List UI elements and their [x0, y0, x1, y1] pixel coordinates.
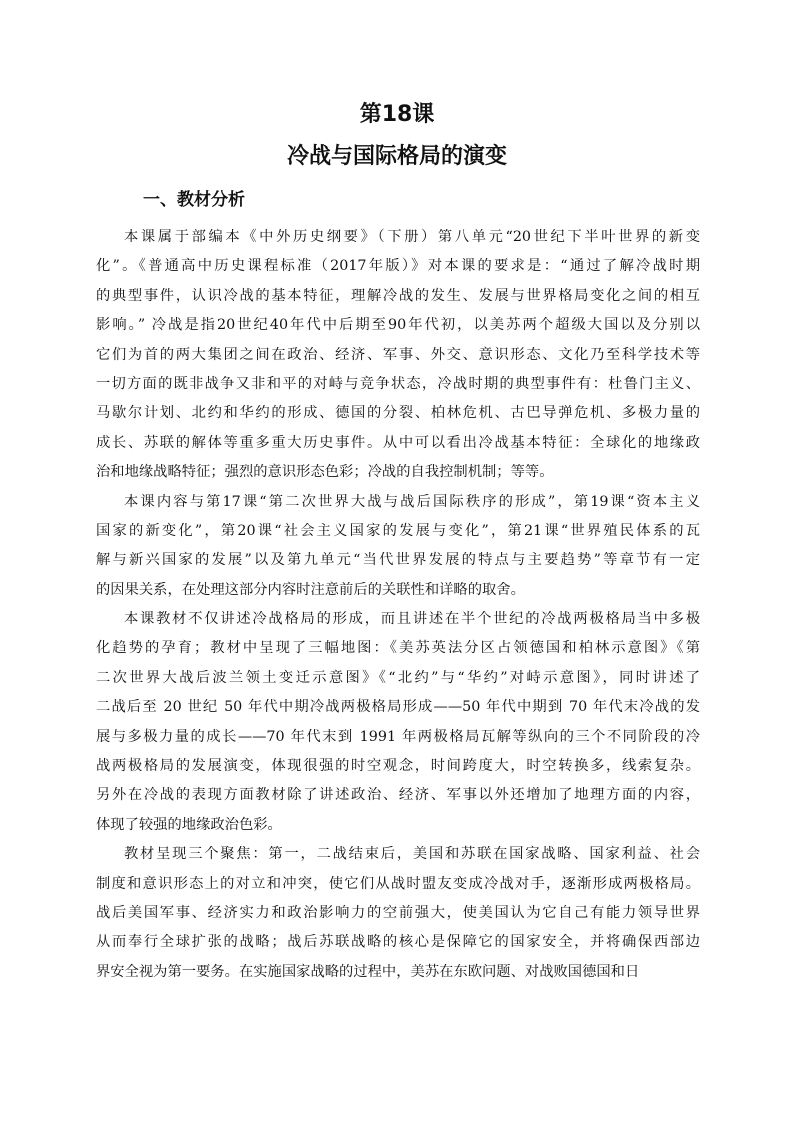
paragraph-line: 国家的新变化”，第20课“社会主义国家的发展与变化”，第21课“世界殖民体系的瓦: [96, 522, 700, 539]
paragraph-line: 的典型事件，认识冷战的基本特征，理解冷战的发生、发展与世界格局变化之间的相互: [96, 287, 700, 304]
paragraph: [96, 840, 700, 987]
body-text: [96, 223, 700, 987]
lesson-title: 冷战与国际格局的演变: [286, 144, 507, 169]
paragraph: [96, 488, 700, 606]
paragraph-line: 体现了较强的地缘政治色彩。: [96, 816, 282, 833]
section-heading: 一、教材分析: [143, 190, 245, 210]
paragraph: [96, 605, 700, 840]
paragraph-line: 教材呈现三个聚焦：第一，二战结束后，美国和苏联在国家战略、国家利益、社会: [124, 846, 700, 863]
paragraph-line: 战两极格局的发展演变，体现很强的时空观念，时间跨度大，时空转换多，线索复杂。: [96, 758, 700, 775]
paragraph-line: 成长、苏联的解体等重多重大历史事件。从中可以看出冷战基本特征：全球化的地缘政: [96, 434, 700, 451]
paragraph-line: 制度和意识形态上的对立和冲突，使它们从战时盟友变成冷战对手，逐渐形成两极格局。: [96, 875, 700, 892]
paragraph-line: 治和地缘战略特征；强烈的意识形态色彩；冷战的自我控制机制；等等。: [96, 464, 554, 481]
paragraph-line: 界安全视为第一要务。在实施国家战略的过程中，美苏在东欧问题、对战败国德国和日: [96, 963, 640, 980]
paragraph-line: 它们为首的两大集团之间在政治、经济、军事、外交、意识形态、文化乃至科学技术等: [96, 346, 700, 363]
paragraph-line: 化趋势的孕育；教材中呈现了三幅地图：《美苏英法分区占领德国和柏林示意图》《第: [96, 640, 700, 657]
paragraph-line: 解与新兴国家的发展”以及第九单元“当代世界发展的特点与主要趋势”等章节有一定: [96, 552, 700, 569]
paragraph-line: 从而奉行全球扩张的战略；战后苏联战略的核心是保障它的国家安全，并将确保西部边: [96, 934, 700, 951]
paragraph-line: 本课内容与第17课“第二次世界大战与战后国际秩序的形成”，第19课“资本主义: [124, 493, 700, 510]
paragraph-line: 化”。《普通高中历史课程标准（2017年版）》对本课的要求是：“通过了解冷战时期: [96, 258, 700, 275]
paragraph-line: 二战后至 20 世纪 50 年代中期冷战两极格局形成——50 年代中期到 70 年代末冷战的发: [96, 699, 700, 716]
lesson-number: 第18课: [359, 102, 435, 127]
paragraph-line: 本课属于部编本《中外历史纲要》（下册）第八单元“20世纪下半叶世界的新变: [124, 229, 700, 245]
paragraph-line: 二次世界大战后波兰领土变迁示意图》《“北约”与“华约”对峙示意图》，同时讲述了: [96, 669, 700, 686]
paragraph-line: 的因果关系，在处理这部分内容时注意前后的关联性和详略的取舍。: [96, 581, 525, 598]
paragraph-line: 另外在冷战的表现方面教材除了讲述政治、经济、军事以外还增加了地理方面的内容，: [96, 787, 700, 804]
paragraph-line: 本课教材不仅讲述冷战格局的形成，而且讲述在半个世纪的冷战两极格局当中多极: [124, 611, 700, 628]
paragraph-line: 展与多极力量的成长——70 年代末到 1991 年两极格局瓦解等纵向的三个不同阶段的冷: [96, 728, 700, 745]
paragraph-line: 马歇尔计划、北约和华约的形成、德国的分裂、柏林危机、古巴导弹危机、多极力量的: [96, 405, 700, 422]
paragraph-line: 一切方面的既非战争又非和平的对峙与竞争状态，冷战时期的典型事件有：杜鲁门主义、: [96, 375, 700, 392]
paragraph: [96, 223, 700, 488]
paragraph-line: 战后美国军事、经济实力和政治影响力的空前强大，使美国认为它自己有能力领导世界: [96, 904, 700, 921]
paragraph-line: 影响。” 冷战是指20世纪40年代中后期至90年代初，以美苏两个超级大国以及分别以: [96, 317, 700, 334]
